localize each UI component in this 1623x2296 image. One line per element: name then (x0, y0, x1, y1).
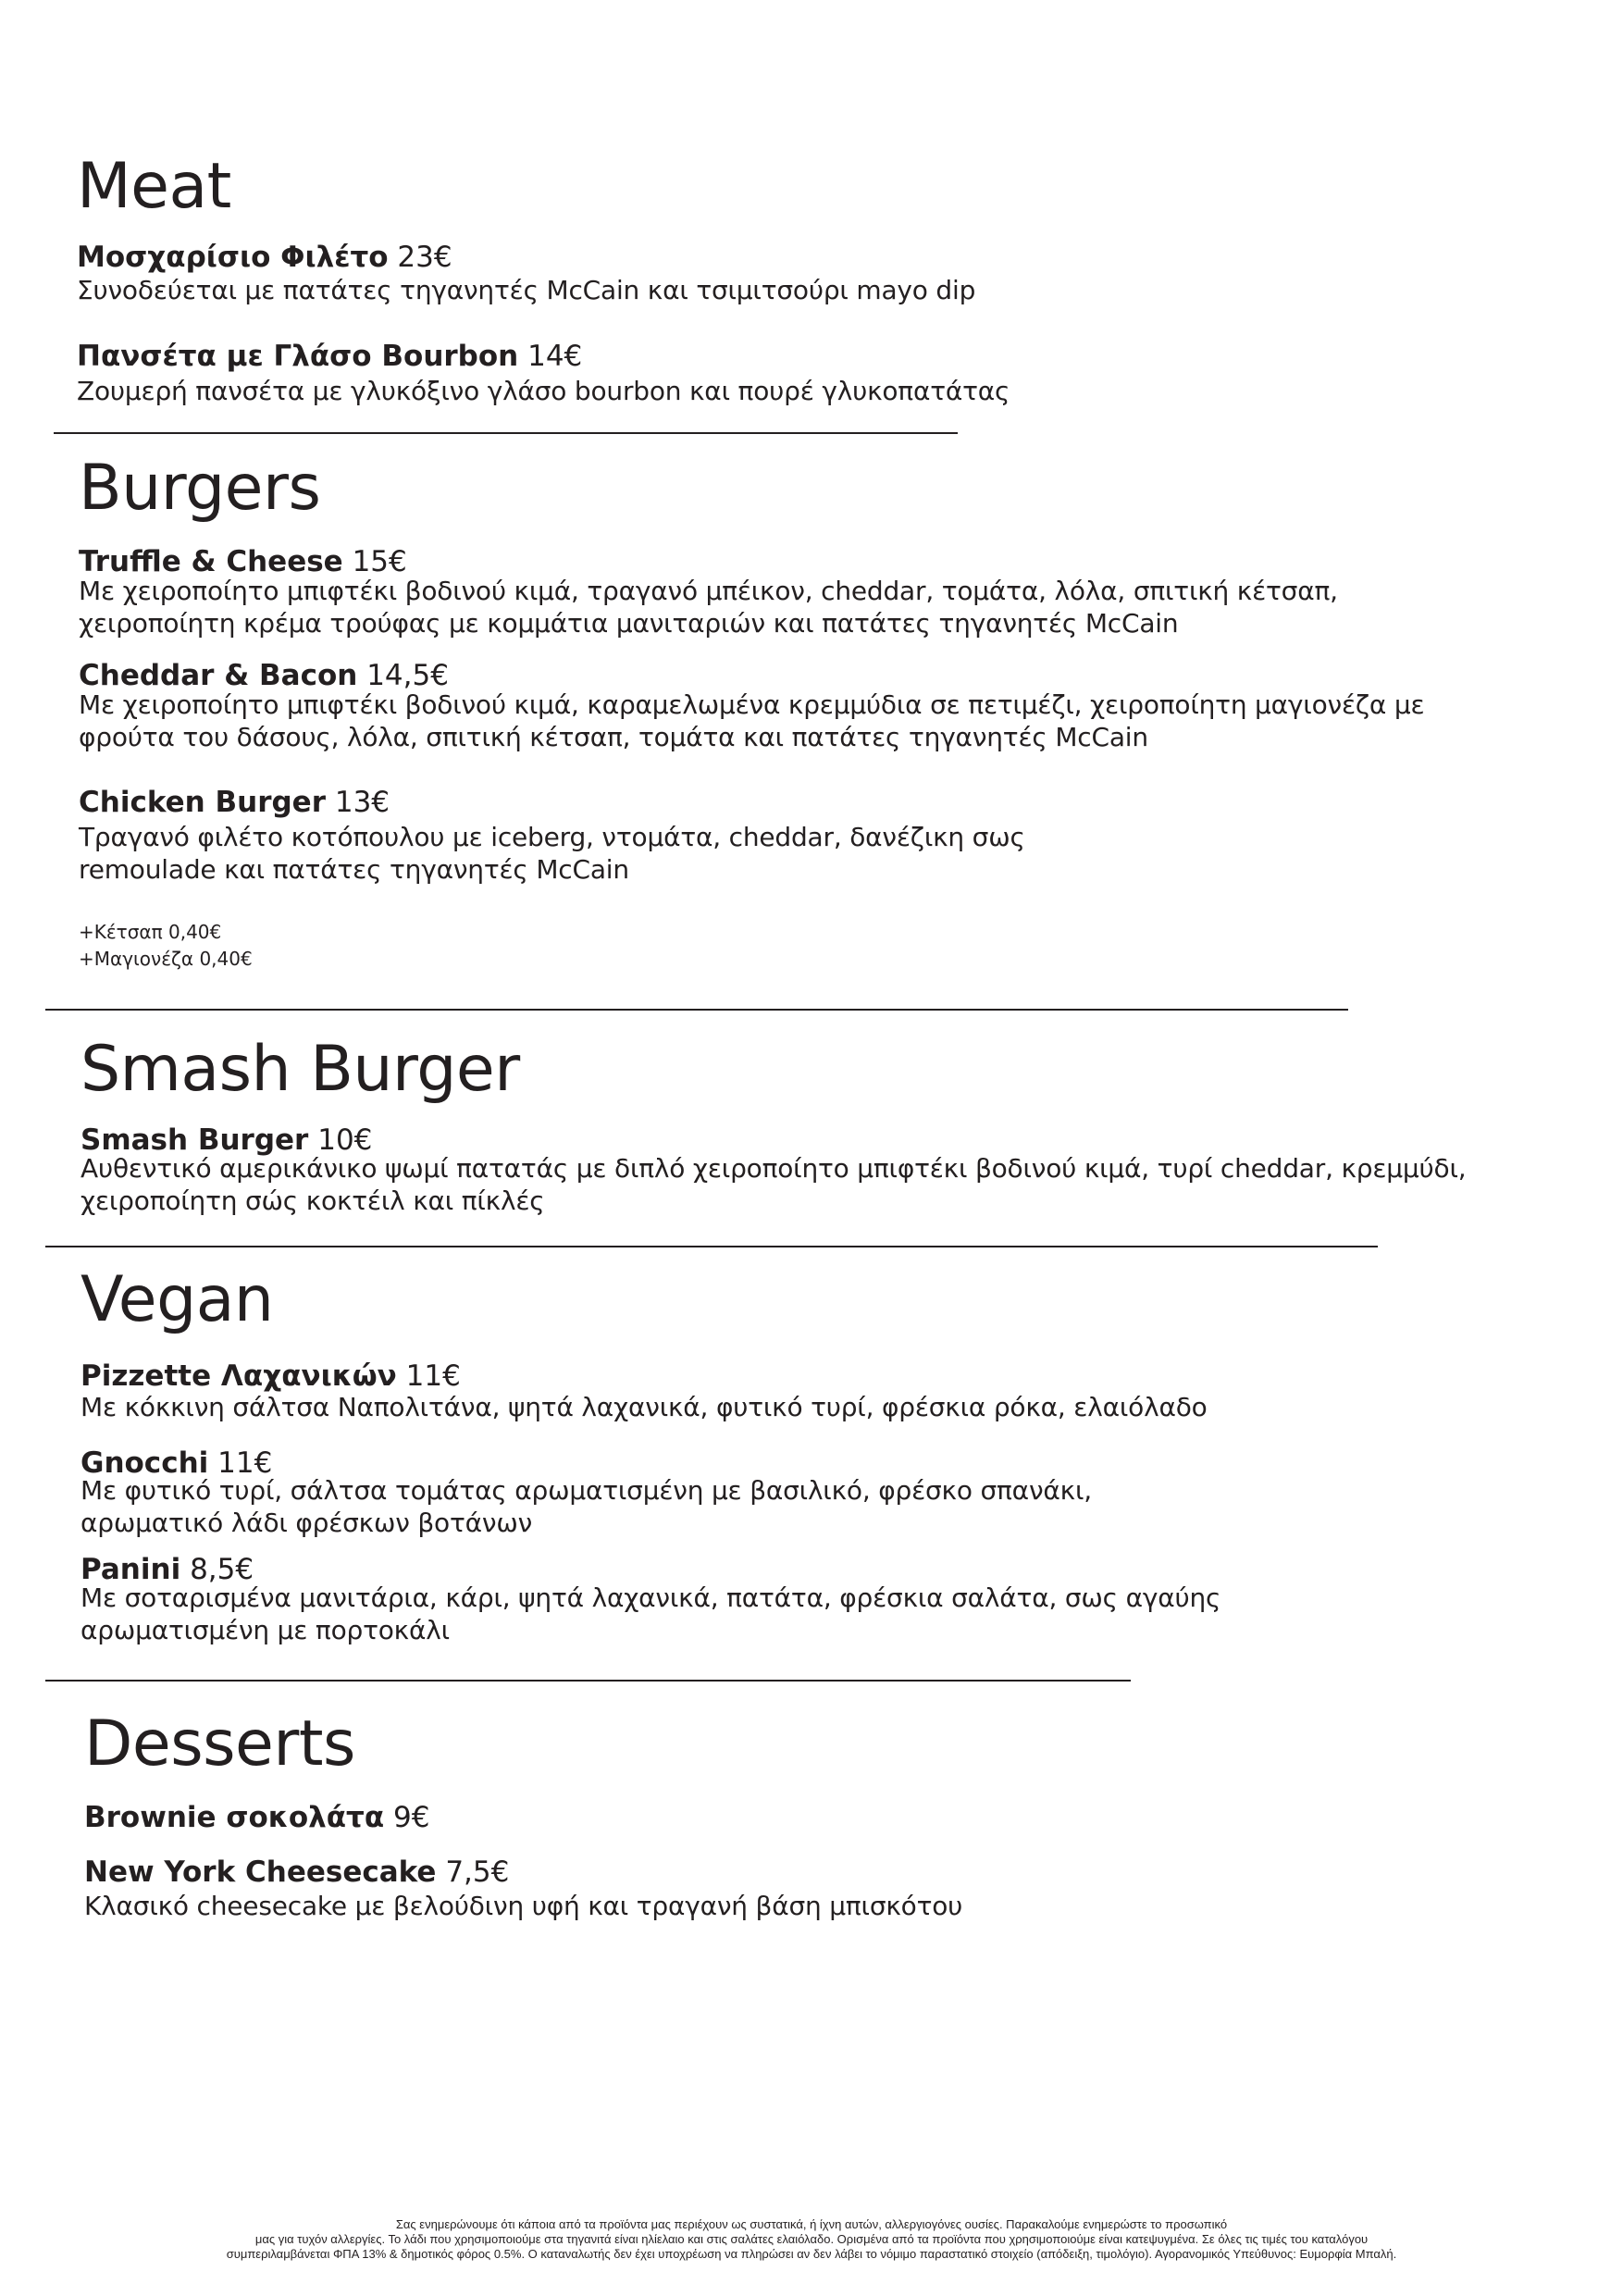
menu-item-price: 7,5€ (445, 1855, 510, 1889)
menu-item-title (81, 1123, 373, 1157)
addon-mayo: +Μαγιονέζα 0,40€ (79, 948, 253, 970)
footer-line: συμπεριλαμβάνεται ΦΠΑ 13% & δημοτικός φόρος 0.5%. Ο καταναλωτής δεν έχει υποχρέωση να πληρώσει αν δεν λάβει το νόμιμο παραστατικό στοιχείο (απόδειξη, τιμολόγιο). Αγορανομικός Υπεύθυνος: Ευμορφία Μπαλή. (226, 2247, 1397, 2261)
menu-item-description: Αυθεντικό αμερικάνικο ψωμί πατατάς με διπλό χειροποίητο μπιφτέκι βοδινού κιμά, τυρί cheddar, κρεμμύδι, χειροποίητη σώς κοκτέιλ και πίκλές (81, 1153, 1467, 1216)
menu-item-description: Με χειροποίητο μπιφτέκι βοδινού κιμά, καραμελωμένα κρεμμύδια σε πετιμέζι, χειροποίητη μαγιονέζα με φρούτα του δάσους, λόλα, σπιτική κέτσαπ, τομάτα και πατάτες τηγανητές McCain (79, 689, 1425, 752)
footer-line: μας για τυχόν αλλεργίες. Το λάδι που χρησιμοποιούμε στα τηγανιτά είναι ηλίελαιο και στις σαλάτες ελαιόλαδο. Ορισμένα από τα προϊόντα που χρησιμοποιούμε είναι κατεψυγμένα. Σε όλες τις τιμές του καταλόγου (254, 2232, 1369, 2246)
menu-item-description: Με φυτικό τυρί, σάλτσα τομάτας αρωματισμένη με βασιλικό, φρέσκο σπανάκι, αρωματικό λάδι φρέσκων βοτάνων (81, 1475, 1092, 1538)
menu-item-description: Συνοδεύεται με πατάτες τηγανητές McCain και τσιμιτσούρι mayo dip (77, 275, 976, 305)
section-title-smash-burger: Smash Burger (81, 1033, 520, 1106)
menu-item-name: Brownie σοκολάτα (84, 1801, 385, 1834)
menu-item-price: 11€ (217, 1446, 273, 1480)
menu-item-name: Smash Burger (81, 1123, 309, 1157)
section-divider (45, 1680, 1131, 1682)
menu-item-name: Cheddar & Bacon (79, 659, 358, 692)
section-title-desserts: Desserts (84, 1707, 355, 1781)
section-title-vegan: Vegan (81, 1263, 274, 1336)
menu-item-price: 8,5€ (190, 1553, 254, 1586)
menu-item-price: 13€ (334, 786, 390, 819)
menu-item-price: 15€ (352, 545, 407, 578)
menu-item-name: Μοσχαρίσιο Φιλέτο (77, 241, 389, 274)
menu-item-description: Κλασικό cheesecake με βελούδινη υφή και τραγανή βάση μπισκότου (84, 1891, 963, 1921)
menu-item-title (81, 1553, 254, 1586)
section-divider (54, 432, 958, 434)
menu-item-price: 10€ (317, 1123, 373, 1157)
menu-item-name: Chicken Burger (79, 786, 326, 819)
menu-item-title (77, 243, 452, 272)
menu-item-title (84, 1801, 430, 1834)
menu-item-name: Pizzette Λαχανικών (81, 1359, 397, 1393)
menu-item-name: Πανσέτα με Γλάσο Bourbon (77, 340, 519, 373)
menu-item-description: Με κόκκινη σάλτσα Ναπολιτάνα, ψητά λαχανικά, φυτικό τυρί, φρέσκια ρόκα, ελαιόλαδο (81, 1392, 1208, 1422)
menu-item-title (79, 788, 390, 817)
menu-item-description: Με σοταρισμένα μανιτάρια, κάρι, ψητά λαχανικά, πατάτα, φρέσκια σαλάτα, σως αγαύης αρωματισμένη με πορτοκάλι (81, 1582, 1221, 1645)
section-divider (45, 1009, 1348, 1011)
menu-item-title (79, 545, 407, 578)
section-divider (45, 1246, 1378, 1247)
menu-item-price: 11€ (405, 1359, 461, 1393)
menu-item-name: Truffle & Cheese (79, 545, 343, 578)
menu-item-name: New York Cheesecake (84, 1855, 437, 1889)
menu-item-name: Panini (81, 1553, 181, 1586)
menu-item-description: Ζουμερή πανσέτα με γλυκόξινο γλάσο bourbon και πουρέ γλυκοπατάτας (77, 376, 1010, 406)
section-title-burgers: Burgers (79, 452, 321, 525)
menu-item-title (81, 1359, 461, 1393)
menu-item-title (84, 1855, 510, 1889)
menu-item-title (77, 342, 582, 371)
footer-line: Σας ενημερώνουμε ότι κάποια από τα προϊόντα μας περιέχουν ως συστατικά, ή ίχνη αυτών, αλλεργιογόνες ουσίες. Παρακαλούμε ενημερώστε το προσωπικό (395, 2217, 1228, 2231)
section-title-meat: Meat (77, 150, 231, 223)
menu-item-description: Τραγανό φιλέτο κοτόπουλου με iceberg, ντομάτα, cheddar, δανέζικη σως remoulade και πατάτες τηγανητές McCain (79, 822, 1025, 885)
menu-item-name: Gnocchi (81, 1446, 209, 1480)
menu-item-price: 14,5€ (366, 659, 449, 692)
menu-item-price: 14€ (527, 340, 583, 373)
addon-ketchup: +Κέτσαπ 0,40€ (79, 921, 222, 943)
allergen-legal-notice (56, 2217, 1567, 2262)
menu-item-description: Με χειροποίητο μπιφτέκι βοδινού κιμά, τραγανό μπέικον, cheddar, τομάτα, λόλα, σπιτική κέτσαπ, χειροποίητη κρέμα τρούφας με κομμάτια μανιταριών και πατάτες τηγανητές McCain (79, 576, 1338, 639)
menu-item-price: 23€ (397, 241, 452, 274)
menu-item-title (79, 659, 449, 692)
menu-item-price: 9€ (392, 1801, 430, 1834)
